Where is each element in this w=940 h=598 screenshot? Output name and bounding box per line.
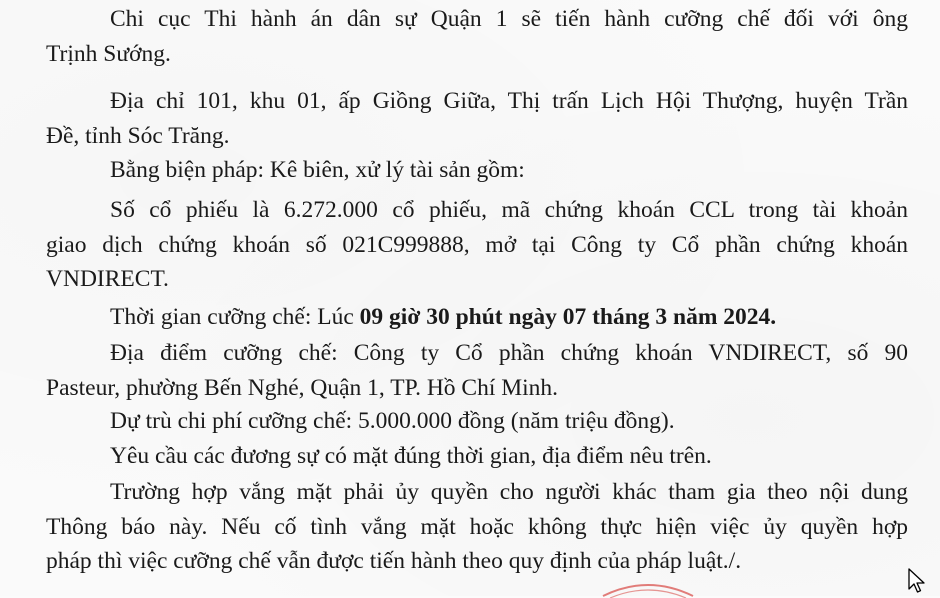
text-line: Địa chỉ 101, khu 01, ấp Giồng Giữa, Thị trấn Lịch Hội Thượng, huyện Trần [110,88,908,114]
text-line: Dự trù chi phí cưỡng chế: 5.000.000 đồng (năm triệu đồng). [110,408,675,434]
text-line [46,300,908,335]
paragraph-time [46,300,908,335]
paragraph-address [46,84,908,153]
text-line: Thông báo này. Nếu cố tình vắng mặt hoặc không thực hiện việc ủy quyền hợp [46,513,908,540]
red-seal-stamp [598,580,698,598]
time-value: 09 giờ 30 phút ngày 07 tháng 3 năm 2024. [359,304,777,330]
paragraph-enforcement-notice [46,2,908,71]
text-line: Đề, tỉnh Sóc Trăng. [46,122,230,149]
text-line: giao dịch chứng khoán số 021C999888, mở tại Công ty Cổ phần chứng khoán [46,231,908,258]
paragraph-measure [46,153,908,188]
text-line: Trịnh Sướng. [46,40,171,67]
text-line: Pasteur, phường Bến Nghé, Quận 1, TP. Hồ Chí Minh. [46,374,559,401]
text-line: Trường hợp vắng mặt phải ủy quyền cho người khác tham gia theo nội dung [110,479,908,505]
text-line: Bằng biện pháp: Kê biên, xử lý tài sản gồm: [110,157,525,183]
paragraph-request [46,439,908,474]
mouse-pointer-icon [908,568,926,594]
paragraph-assets [46,193,908,297]
text-line: Số cổ phiếu là 6.272.000 cổ phiếu, mã chứng khoán CCL trong tài khoản [110,197,908,223]
time-label: Thời gian cưỡng chế: Lúc [110,304,360,330]
paragraph-absence [46,475,908,579]
paragraph-location [46,336,908,405]
text-line: pháp thì việc cưỡng chế vẫn được tiến hành theo quy định của pháp luật./. [46,548,742,574]
text-line: VNDIRECT. [46,266,169,292]
text-line: Chi cục Thi hành án dân sự Quận 1 sẽ tiến hành cưỡng chế đối với ông [110,6,908,32]
paragraph-cost [46,404,908,439]
text-line: Yêu cầu các đương sự có mặt đúng thời gian, địa điểm nêu trên. [110,443,712,469]
text-line: Địa điểm cưỡng chế: Công ty Cổ phần chứng khoán VNDIRECT, số 90 [110,340,908,366]
